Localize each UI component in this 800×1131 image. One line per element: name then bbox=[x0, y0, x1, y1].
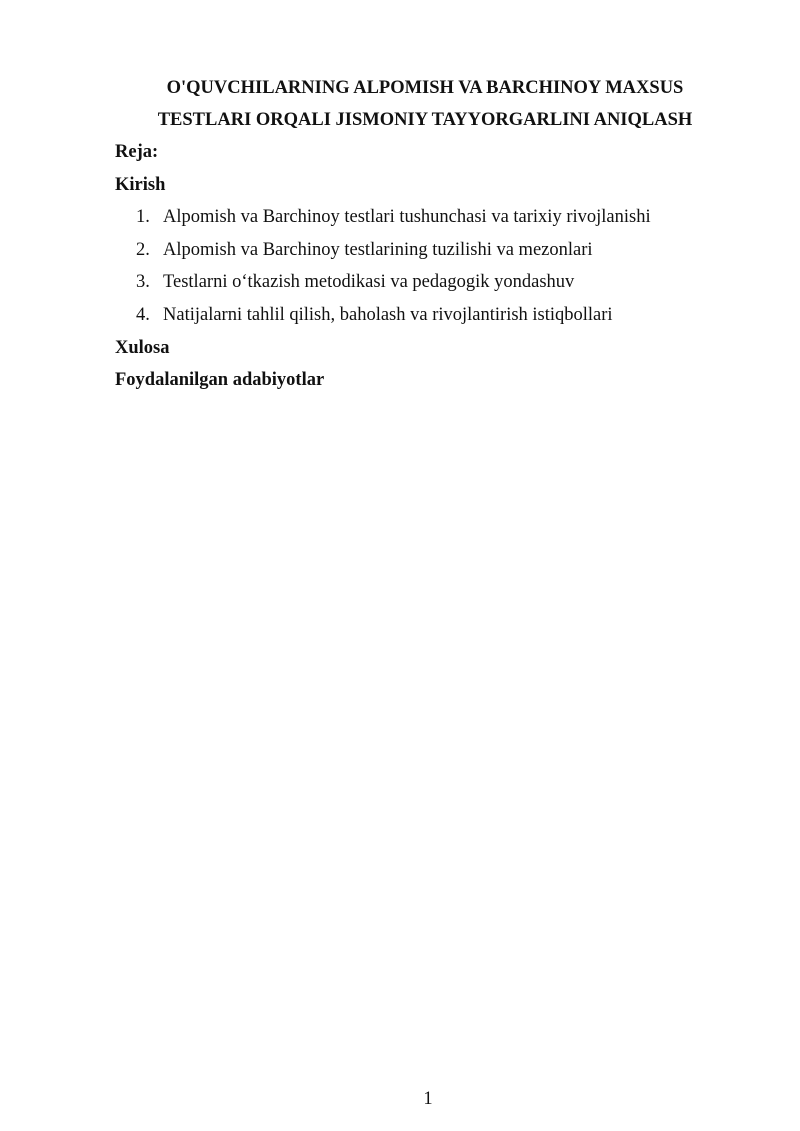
conclusion-heading: Xulosa bbox=[115, 338, 170, 358]
plan-item-text: Natijalarni tahlil qilish, baholash va rivojlantirish istiqbollari bbox=[163, 304, 613, 325]
plan-item-number: 3. bbox=[136, 272, 150, 292]
plan-item-text: Testlarni o‘tkazish metodikasi va pedagogik yondashuv bbox=[163, 272, 575, 292]
plan-label: Reja: bbox=[115, 142, 159, 162]
intro-heading: Kirish bbox=[115, 175, 166, 195]
plan-item-text: Alpomish va Barchinoy testlarining tuzilishi va mezonlari bbox=[163, 239, 593, 260]
document-title-line-2: TESTLARI ORQALI JISMONIY TAYYORGARLINI ANIQLASH bbox=[157, 110, 693, 130]
plan-item-number: 4. bbox=[136, 304, 150, 325]
plan-item-text: Alpomish va Barchinoy testlari tushunchasi va tarixiy rivojlanishi bbox=[163, 207, 651, 227]
document-title-line-1: O'QUVCHILARNING ALPOMISH VA BARCHINOY MAXSUS bbox=[166, 78, 684, 98]
page-number: 1 bbox=[423, 1089, 433, 1109]
references-heading: Foydalanilgan adabiyotlar bbox=[115, 370, 325, 390]
plan-item-number: 2. bbox=[136, 239, 150, 260]
plan-item-number: 1. bbox=[136, 207, 150, 227]
